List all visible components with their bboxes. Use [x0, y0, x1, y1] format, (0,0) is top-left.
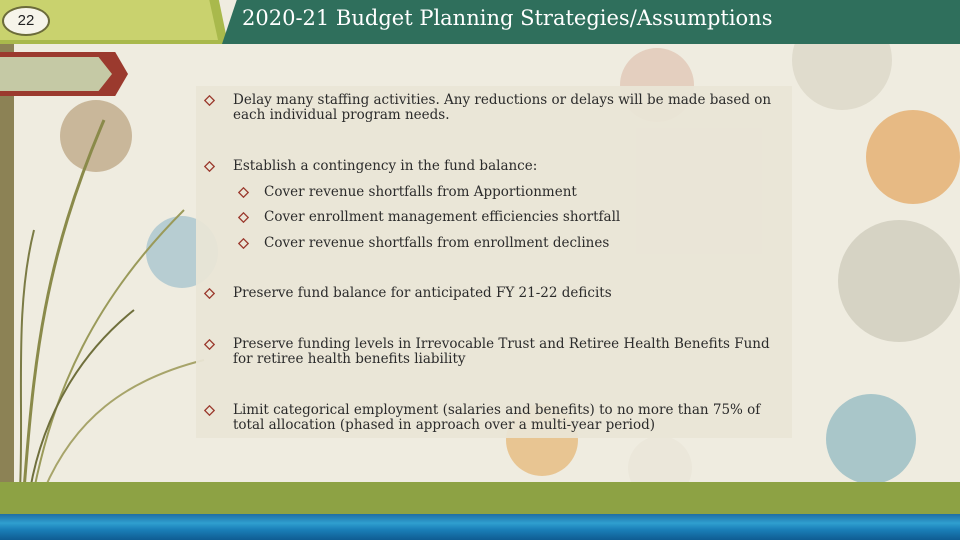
diamond-bullet-icon: [204, 405, 215, 416]
bullet-item: [204, 337, 793, 367]
sub-bullet-text: Cover revenue shortfalls from Apportionment: [264, 184, 577, 200]
grass-decoration: [14, 60, 214, 490]
decor-circle: [826, 394, 916, 484]
bullet-item: [204, 93, 793, 123]
bullet-text: Preserve fund balance for anticipated FY 21-22 deficits: [233, 285, 612, 301]
sub-bullet-text: Cover enrollment management efficiencies shortfall: [264, 209, 621, 225]
decor-circle: [866, 110, 960, 204]
sub-bullet-item: [238, 210, 784, 225]
sub-bullet-item: [238, 185, 784, 200]
footer-ground: [0, 482, 960, 516]
content-panel: [196, 86, 792, 438]
diamond-bullet-icon: [204, 339, 215, 350]
diamond-bullet-icon: [238, 212, 249, 223]
diamond-bullet-icon: [238, 238, 249, 249]
diamond-bullet-icon: [204, 161, 215, 172]
slide-title: 2020-21 Budget Planning Strategies/Assumptions: [242, 6, 773, 30]
diamond-bullet-icon: [238, 187, 249, 198]
diamond-bullet-icon: [204, 288, 215, 299]
decor-circle: [838, 220, 960, 342]
sub-bullet-item: [238, 236, 784, 251]
slide-number-badge: 22: [2, 6, 50, 36]
bullet-item: [204, 286, 793, 301]
bullet-text: Establish a contingency in the fund balance:: [233, 158, 538, 174]
bullet-item: [204, 159, 793, 174]
bullet-text: Delay many staffing activities. Any reductions or delays will be made based on each individual program needs.: [233, 92, 772, 123]
diamond-bullet-icon: [204, 95, 215, 106]
bullet-text: Limit categorical employment (salaries and benefits) to no more than 75% of total allocation (phased in approach over a multi-year period): [233, 402, 761, 433]
sub-bullet-text: Cover revenue shortfalls from enrollment declines: [264, 235, 610, 251]
footer-water: [0, 514, 960, 540]
bullet-text: Preserve funding levels in Irrevocable Trust and Retiree Health Benefits Fund for retiree health benefits liability: [233, 336, 770, 367]
red-arrow-inner: [0, 57, 112, 91]
bullet-item: [204, 403, 793, 433]
